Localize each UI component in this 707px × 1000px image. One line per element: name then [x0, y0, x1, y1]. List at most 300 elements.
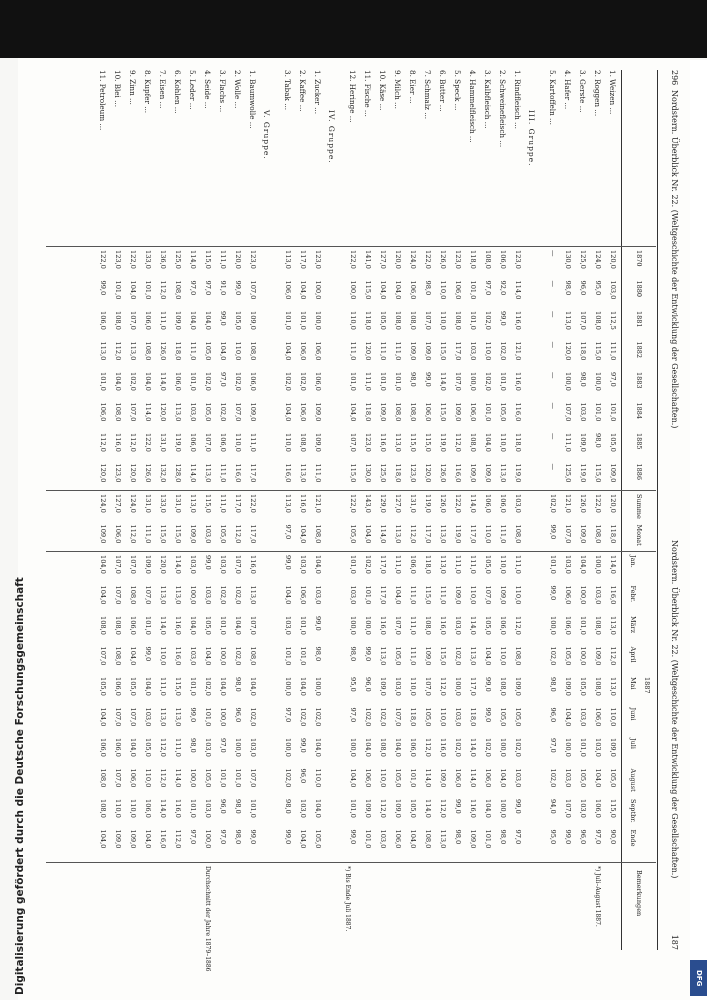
table-cell: 108,0 — [469, 433, 477, 452]
table-cell: 108,0 — [409, 402, 417, 422]
table-cell: 104,0 — [314, 555, 322, 574]
table-cell: 99,0 — [499, 311, 507, 326]
table-cell: 104,0 — [499, 768, 507, 788]
table-cell: 104,0 — [394, 585, 402, 605]
table-cell: 111,0 — [219, 250, 227, 269]
table-cell: 104,0 — [99, 555, 107, 574]
table-cell: 95,0 — [349, 677, 357, 692]
table-cell: 115,0 — [594, 341, 602, 361]
table-cell: 104,0 — [364, 738, 372, 757]
table-cell: 97,0 — [549, 738, 557, 753]
table-cell: 115,0 — [349, 463, 357, 483]
table-cell: 114,0 — [469, 616, 477, 635]
table-cell: 101,0 — [144, 616, 152, 635]
table-cell: 100,0 — [314, 311, 322, 330]
table-cell: 99,0 — [564, 829, 572, 845]
table-cell: 111,0 — [219, 463, 227, 483]
table-cell: 110,0 — [314, 768, 322, 788]
table-cell: 109,0 — [114, 829, 122, 849]
table-cell: 106,0 — [129, 768, 137, 788]
table-cell: 110,0 — [439, 280, 447, 300]
table-cell: 113,0 — [99, 341, 107, 361]
table-cell: 111,0 — [564, 433, 572, 452]
table-cell: 112,0 — [514, 616, 522, 635]
table-cell: 103,0 — [204, 738, 212, 757]
column-header: 1881 — [635, 311, 643, 328]
table-cell: 104,0 — [189, 311, 197, 330]
table-row — [452, 70, 461, 950]
table-cell: 133,0 — [159, 494, 167, 513]
table-cell: 98,0 — [234, 677, 242, 692]
table-cell: 98,0 — [284, 799, 292, 814]
table-cell: 119,0 — [424, 494, 432, 513]
table-cell: 118,0 — [469, 707, 477, 727]
table-cell: 106,0 — [114, 677, 122, 696]
table-cell: 105,0 — [609, 433, 617, 452]
table-cell: 102,0 — [219, 585, 227, 605]
row-label: 10. Blei ... — [113, 70, 122, 107]
table-cell: 115,0 — [174, 524, 182, 544]
table-cell: 102,0 — [484, 738, 492, 757]
table-cell: 103,0 — [579, 402, 587, 422]
table-cell: 96,0 — [234, 707, 242, 723]
remark-note-3: Durchschnitt der Jahre 1879–1886 — [204, 866, 211, 972]
table-cell: 101,0 — [284, 646, 292, 666]
row-label: 9. Zinn ... — [128, 70, 137, 105]
table-cell: 111,0 — [349, 341, 357, 361]
table-cell: 105,0 — [514, 707, 522, 727]
table-cell: 104,0 — [349, 768, 357, 788]
table-row — [607, 70, 616, 950]
table-cell: 109,0 — [379, 402, 387, 422]
table-cell: 106,0 — [594, 707, 602, 727]
table-cell: 104,0 — [144, 372, 152, 391]
table-cell: 102,0 — [284, 372, 292, 391]
table-cell: 105,0 — [394, 768, 402, 788]
table-cell: 113,0 — [609, 677, 617, 696]
table-row — [437, 70, 446, 950]
table-cell: 99,0 — [144, 646, 152, 662]
table-cell: 108,0 — [424, 616, 432, 635]
table-cell: 107,0 — [579, 311, 587, 330]
table-cell: 103,0 — [564, 768, 572, 788]
table-cell: 130,0 — [364, 463, 372, 483]
table-cell: 105,0 — [204, 768, 212, 788]
table-cell: 105,0 — [409, 799, 417, 818]
table-cell: 100,0 — [469, 372, 477, 391]
table-cell: 107,0 — [144, 585, 152, 605]
table-cell: 111,0 — [219, 494, 227, 513]
table-cell: 102,0 — [234, 585, 242, 605]
column-header-rule — [621, 70, 622, 950]
table-cell: 115,0 — [174, 677, 182, 696]
table-cell: 114,0 — [159, 799, 167, 818]
table-cell: 112,0 — [439, 677, 447, 696]
table-cell: 115,0 — [609, 799, 617, 818]
table-cell: 116,0 — [469, 799, 477, 818]
table-cell: 113,0 — [564, 311, 572, 330]
table-cell: 113,0 — [394, 524, 402, 544]
table-cell: 116,0 — [514, 372, 522, 391]
table-cell: 107,0 — [129, 707, 137, 727]
table-cell: 116,0 — [454, 463, 462, 483]
table-row — [482, 70, 491, 950]
table-cell: 108,0 — [409, 311, 417, 330]
column-header: Juli — [629, 738, 637, 749]
table-cell: 104,0 — [204, 311, 212, 330]
table-cell: 104,0 — [219, 341, 227, 361]
table-cell: 122,0 — [454, 494, 462, 513]
table-cell: 118,0 — [364, 402, 372, 422]
table-cell: 109,0 — [484, 463, 492, 483]
table-cell: 102,0 — [204, 677, 212, 696]
table-cell: 102,0 — [364, 555, 372, 574]
table-cell: 109,0 — [314, 433, 322, 452]
header-rule — [657, 70, 658, 950]
table-cell: 108,0 — [394, 402, 402, 422]
table-cell: 105,0 — [129, 677, 137, 696]
table-cell: 106,0 — [114, 524, 122, 544]
table-cell: 105,0 — [379, 311, 387, 330]
column-header: August — [629, 768, 637, 792]
table-cell: 110,0 — [484, 341, 492, 361]
column-header: Febr. — [629, 585, 637, 603]
table-cell: 125,0 — [579, 250, 587, 269]
table-cell: 118,0 — [424, 555, 432, 574]
row-label: 5. Speck ... — [453, 70, 462, 111]
column-header: Mai — [629, 677, 637, 690]
table-cell: 131,0 — [159, 433, 167, 452]
table-cell: 112,0 — [159, 768, 167, 788]
table-cell: 101,0 — [349, 799, 357, 818]
remarks-header: Bemerkungen — [635, 870, 643, 917]
table-cell: 102,0 — [549, 494, 557, 513]
table-cell: 100,0 — [579, 646, 587, 666]
column-header: April — [629, 646, 637, 663]
table-cell: 114,0 — [514, 280, 522, 300]
table-cell: 96,0 — [579, 829, 587, 845]
table-cell: 112,0 — [379, 799, 387, 818]
table-cell: 100,0 — [349, 280, 357, 300]
table-cell: 120,0 — [424, 463, 432, 483]
column-header: 1870 — [635, 250, 643, 267]
table-cell: 116,0 — [439, 738, 447, 757]
table-cell: 120,0 — [234, 250, 242, 269]
table-cell: 109,0 — [189, 524, 197, 544]
row-label: 11. Fische ... — [363, 70, 372, 117]
table-cell: 100,0 — [579, 585, 587, 605]
table-cell: 103,0 — [204, 585, 212, 605]
table-cell: 123,0 — [114, 250, 122, 269]
table-cell: 115,0 — [204, 250, 212, 269]
table-cell: 109,0 — [439, 768, 447, 788]
header-title-left: Nordstern. Überblick Nr. 22. (Weltgeschichte der Entwicklung der Gesellschaften.) — [670, 90, 679, 429]
table-cell: 102,0 — [314, 707, 322, 727]
table-cell: 101,0 — [549, 555, 557, 574]
table-cell: 101,0 — [409, 768, 417, 788]
table-cell: 103,0 — [609, 280, 617, 300]
table-cell: 115,0 — [424, 433, 432, 452]
table-cell: 106,0 — [99, 311, 107, 330]
row-label: 3. Kalbfleisch ... — [483, 70, 492, 129]
column-separator — [46, 246, 656, 247]
table-cell: — — [549, 402, 557, 410]
column-header: Monat — [635, 524, 643, 546]
table-cell: 108,0 — [594, 616, 602, 635]
table-row — [297, 70, 306, 950]
table-cell: 106,0 — [144, 799, 152, 818]
table-cell: 108,0 — [484, 250, 492, 269]
table-cell: 101,0 — [189, 799, 197, 818]
table-cell: 103,0 — [469, 341, 477, 361]
table-cell: 110,0 — [439, 311, 447, 330]
table-cell: 106,0 — [114, 738, 122, 757]
table-cell: 110,0 — [379, 768, 387, 788]
table-cell: 119,0 — [579, 463, 587, 483]
table-cell: 105,0 — [349, 524, 357, 544]
table-cell: 124,0 — [594, 250, 602, 269]
table-cell: 111,0 — [394, 341, 402, 361]
table-cell: 103,0 — [454, 616, 462, 635]
table-cell: 114,0 — [609, 555, 617, 574]
table-cell: 102,0 — [204, 372, 212, 391]
table-cell: 101,0 — [189, 677, 197, 696]
table-cell: 99,0 — [364, 646, 372, 662]
table-row — [562, 70, 571, 950]
table-cell: 109,0 — [364, 799, 372, 818]
table-cell: 101,0 — [219, 616, 227, 635]
table-cell: 127,0 — [394, 494, 402, 513]
table-cell: 104,0 — [219, 677, 227, 696]
table-cell: 107,0 — [454, 372, 462, 391]
table-cell: 97,0 — [204, 280, 212, 296]
table-cell: 120,0 — [609, 494, 617, 513]
table-cell: 118,0 — [579, 341, 587, 361]
table-cell: 117,0 — [379, 585, 387, 605]
table-cell: 126,0 — [439, 463, 447, 483]
table-cell: 108,0 — [514, 524, 522, 544]
table-cell: 100,0 — [219, 707, 227, 727]
footer-strip — [690, 60, 707, 1000]
table-cell: 105,0 — [499, 707, 507, 727]
table-cell: 110,0 — [114, 799, 122, 818]
table-cell: 111,0 — [189, 341, 197, 361]
table-cell: 100,0 — [499, 738, 507, 757]
table-cell: 110,0 — [349, 311, 357, 330]
table-cell: 108,0 — [299, 433, 307, 452]
table-cell: 107,0 — [114, 707, 122, 727]
table-cell: 108,0 — [499, 677, 507, 696]
table-cell: 113,0 — [394, 433, 402, 452]
table-cell: 102,0 — [484, 311, 492, 330]
table-cell: 108,0 — [249, 646, 257, 666]
table-cell: 109,0 — [129, 829, 137, 849]
table-row — [467, 70, 476, 950]
table-cell: 106,0 — [299, 341, 307, 361]
group-heading: IV. Gruppe. — [327, 110, 336, 164]
table-cell: 101,0 — [379, 372, 387, 391]
table-cell: 114,0 — [469, 738, 477, 757]
table-cell: 106,0 — [564, 616, 572, 635]
table-cell: 101,0 — [219, 768, 227, 788]
table-cell: 110,0 — [469, 585, 477, 605]
row-label: 1. Weizen ... — [608, 70, 617, 115]
table-cell: 118,0 — [394, 463, 402, 483]
table-cell: 109,0 — [579, 524, 587, 544]
table-cell: 104,0 — [394, 738, 402, 757]
table-cell: 104,0 — [284, 585, 292, 605]
table-cell: 104,0 — [484, 646, 492, 666]
table-cell: 97,0 — [349, 707, 357, 723]
table-cell: 116,0 — [249, 555, 257, 574]
table-cell: 103,0 — [189, 555, 197, 574]
table-cell: 104,0 — [484, 799, 492, 818]
table-cell: 104,0 — [314, 799, 322, 818]
table-cell: 101,0 — [469, 280, 477, 300]
table-cell: — — [549, 463, 557, 471]
table-cell: 101,0 — [284, 311, 292, 330]
table-cell: 113,0 — [284, 250, 292, 269]
table-cell: 102,0 — [549, 646, 557, 666]
table-cell: 103,0 — [349, 585, 357, 605]
table-cell: 116,0 — [114, 433, 122, 452]
table-cell: 104,0 — [299, 280, 307, 300]
table-cell: 109,0 — [594, 646, 602, 666]
table-row — [127, 70, 136, 950]
table-cell: 109,0 — [514, 677, 522, 696]
table-cell: 107,0 — [424, 311, 432, 330]
table-cell: 117,0 — [249, 463, 257, 483]
table-cell: 103,0 — [394, 677, 402, 696]
table-cell: 101,0 — [204, 707, 212, 727]
table-row — [422, 70, 431, 950]
table-cell: 97,0 — [609, 372, 617, 387]
table-cell: 111,0 — [409, 616, 417, 635]
table-cell: 106,0 — [174, 372, 182, 391]
table-cell: 101,0 — [609, 402, 617, 422]
table-cell: 111,0 — [409, 646, 417, 666]
table-cell: 97,0 — [594, 829, 602, 845]
table-cell: 107,0 — [129, 555, 137, 574]
table-cell: 124,0 — [99, 494, 107, 513]
table-cell: 116,0 — [174, 799, 182, 818]
table-cell: 101,0 — [234, 768, 242, 788]
table-cell: 136,0 — [159, 250, 167, 269]
table-cell: 106,0 — [499, 250, 507, 269]
table-cell: 111,0 — [609, 341, 617, 361]
table-cell: 101,0 — [579, 738, 587, 757]
table-cell: 121,0 — [314, 494, 322, 513]
table-cell: 112,0 — [609, 646, 617, 666]
table-cell: 122,0 — [594, 494, 602, 513]
column-header: 1882 — [635, 341, 643, 359]
table-cell: 112,0 — [114, 341, 122, 361]
table-cell: 123,0 — [249, 250, 257, 269]
table-cell: 112,0 — [454, 433, 462, 452]
table-cell: 111,0 — [439, 585, 447, 605]
table-cell: — — [549, 311, 557, 318]
row-label: 12. Heringe ... — [348, 70, 357, 123]
table-cell: 99,0 — [349, 829, 357, 845]
table-cell: 111,0 — [174, 738, 182, 757]
table-cell: 109,0 — [564, 677, 572, 696]
table-cell: 109,0 — [99, 524, 107, 544]
table-cell: 109,0 — [454, 585, 462, 605]
table-cell: 110,0 — [499, 646, 507, 666]
table-cell: 101,0 — [249, 799, 257, 818]
table-cell: 103,0 — [594, 738, 602, 757]
table-cell: 131,0 — [409, 494, 417, 513]
table-cell: 103,0 — [514, 494, 522, 513]
table-cell: 97,0 — [284, 524, 292, 540]
table-cell: 109,0 — [609, 463, 617, 483]
table-cell: 113,0 — [469, 646, 477, 666]
table-cell: 110,0 — [129, 799, 137, 818]
table-cell: 100,0 — [349, 738, 357, 757]
table-cell: 105,0 — [144, 738, 152, 757]
table-cell: 107,0 — [564, 524, 572, 544]
table-cell: 106,0 — [564, 585, 572, 605]
table-cell: 106,0 — [299, 402, 307, 422]
table-cell: 116,0 — [174, 616, 182, 635]
table-cell: 116,0 — [514, 402, 522, 422]
table-cell: 141,0 — [364, 250, 372, 269]
table-cell: 109,0 — [249, 402, 257, 422]
table-cell: 97,0 — [219, 372, 227, 387]
row-label: 8. Eier ... — [408, 70, 417, 104]
table-cell: 103,0 — [299, 555, 307, 574]
table-cell: 120,0 — [159, 555, 167, 574]
table-cell: 116,0 — [159, 829, 167, 849]
table-cell: 106,0 — [99, 738, 107, 757]
table-cell: 113,0 — [174, 585, 182, 605]
table-cell: 114,0 — [174, 768, 182, 788]
table-cell: 118,0 — [364, 311, 372, 330]
table-cell: 107,0 — [234, 402, 242, 422]
table-cell: 127,0 — [379, 250, 387, 269]
table-cell: 100,0 — [189, 768, 197, 788]
table-cell: 118,0 — [174, 341, 182, 361]
table-cell: 121,0 — [514, 341, 522, 361]
table-cell: 104,0 — [99, 585, 107, 605]
table-cell: 103,0 — [594, 585, 602, 605]
table-cell: 109,0 — [314, 402, 322, 422]
table-cell: 104,0 — [284, 341, 292, 361]
table-cell: 98,0 — [499, 829, 507, 845]
table-cell: — — [549, 341, 557, 349]
table-cell: 96,0 — [219, 799, 227, 814]
table-cell: 122,0 — [129, 250, 137, 269]
row-label: 2. Schweinefleisch ... — [498, 70, 507, 148]
column-header: Septbr. — [629, 799, 637, 823]
table-row — [577, 70, 586, 950]
table-cell: 104,0 — [379, 280, 387, 300]
table-row — [592, 70, 601, 950]
table-cell: 111,0 — [379, 341, 387, 361]
table-cell: 97,0 — [219, 738, 227, 753]
table-cell: 105,0 — [579, 768, 587, 788]
table-cell: 115,0 — [439, 646, 447, 666]
table-cell: 101,0 — [499, 372, 507, 391]
table-cell: 104,0 — [579, 555, 587, 574]
table-cell: 99,0 — [219, 311, 227, 326]
table-cell: 100,0 — [189, 585, 197, 605]
table-cell: 103,0 — [454, 707, 462, 727]
table-cell: 101,0 — [484, 402, 492, 422]
table-cell: 119,0 — [514, 463, 522, 483]
row-label: 3. Flachs ... — [218, 70, 227, 113]
table-cell: 107,0 — [204, 433, 212, 452]
